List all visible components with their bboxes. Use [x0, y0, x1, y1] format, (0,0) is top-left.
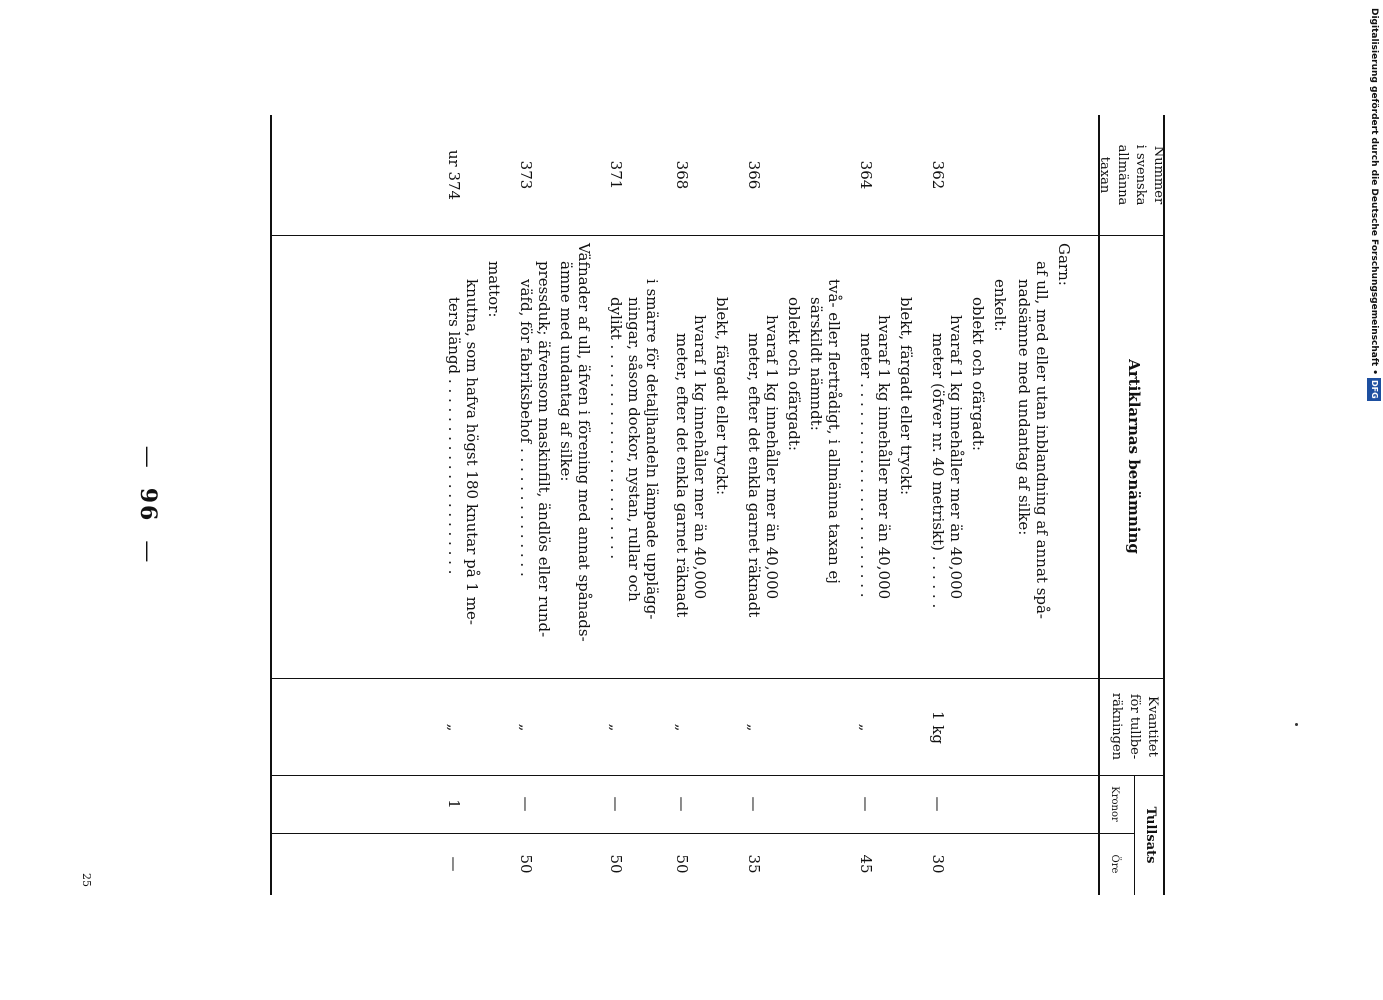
row-ore: — — [445, 856, 463, 872]
digitization-credit-text — [1367, 8, 1381, 398]
description-line: meter . . . . . . . . . . . . . . . . . . . . . . . — [857, 333, 875, 598]
row-description — [897, 243, 915, 668]
header-number-line: i svenska — [1133, 144, 1148, 206]
credit-text: Digitalisierung gefördert durch die Deutsche Forschungsgemeinschaft • — [1369, 8, 1379, 375]
tariff-page — [80, 115, 1166, 895]
row-tariff-number: ur 374 — [445, 149, 463, 201]
header-ore: Öre — [1109, 854, 1120, 874]
header-quantity-line: räkningen — [1109, 692, 1124, 761]
header-quantity-line: Kvantitet — [1145, 696, 1160, 757]
row-kronor: — — [929, 796, 947, 812]
row-ore: 45 — [857, 854, 875, 874]
description-line: ningar, såsom dockor, nystan, rullar och — [625, 297, 643, 602]
col-divider-4 — [270, 833, 1135, 834]
header-number-line: allmänna — [1115, 144, 1130, 206]
row-tariff-number: 364 — [857, 160, 875, 190]
description-line: hvaraf 1 kg innehåller mer än 40,000 — [763, 315, 781, 600]
row-quantity: „ — [673, 723, 691, 732]
row-kronor: — — [745, 796, 763, 812]
description-line: meter, efter det enkla garnet räknadt — [745, 333, 763, 618]
row-description — [745, 243, 781, 668]
row-description — [1055, 243, 1073, 668]
description-line: ters längd . . . . . . . . . . . . . . . . . . . . . — [445, 297, 463, 575]
description-line: Garn: — [1055, 243, 1073, 286]
row-description — [969, 243, 987, 668]
description-line: i smärre för detaljhandeln lämpade upplägg- — [643, 279, 661, 620]
row-description — [673, 243, 709, 668]
description-line: oblekt och ofärgadt: — [969, 297, 987, 451]
row-ore: 50 — [517, 854, 535, 874]
header-number — [1095, 115, 1167, 235]
description-line: meter, efter det enkla garnet räknadt — [673, 333, 691, 618]
description-line: knutna, som hafva högst 180 knutar på 1 me- — [463, 279, 481, 625]
description-line: två- eller flertrådigt, i allmänna taxan ej — [825, 279, 843, 584]
row-description — [785, 243, 803, 668]
row-description — [713, 243, 731, 668]
row-quantity: „ — [745, 723, 763, 732]
description-line: oblekt och ofärgadt: — [785, 297, 803, 451]
row-tariff-number: 371 — [607, 160, 625, 190]
row-quantity: „ — [607, 723, 625, 732]
sheet-mark: 25 — [80, 873, 93, 887]
row-ore: 50 — [607, 854, 625, 874]
row-description — [807, 243, 843, 668]
row-description — [607, 243, 661, 668]
row-tariff-number: 366 — [745, 160, 763, 190]
col-divider-3 — [270, 775, 1165, 776]
scan-speck — [1295, 723, 1298, 726]
description-line: väfd, för fabriksbehof . . . . . . . . . . . . . . — [517, 279, 535, 577]
row-quantity: „ — [857, 723, 875, 732]
duty-subheader-rule — [1134, 775, 1135, 895]
digitization-credit — [1367, 8, 1381, 398]
header-quantity — [1107, 678, 1161, 775]
row-description — [1015, 243, 1051, 668]
row-description — [445, 243, 481, 668]
row-kronor: — — [607, 796, 625, 812]
page-number-dash: — — [135, 445, 160, 470]
row-quantity: 1 kg — [929, 710, 947, 744]
description-line: mattor: — [485, 261, 503, 318]
header-quantity-line: för tullbe- — [1127, 693, 1142, 760]
header-kronor: Kronor — [1109, 786, 1120, 822]
description-line: dylikt . . . . . . . . . . . . . . . . . . . . . . . — [607, 297, 625, 560]
col-divider-2 — [270, 678, 1165, 679]
row-quantity: „ — [445, 723, 463, 732]
description-line: af ull, med eller utan inblandning af annat spå- — [1033, 261, 1051, 620]
row-tariff-number: 373 — [517, 160, 535, 190]
row-kronor: 1 — [445, 799, 463, 809]
page-number-dash: — — [135, 540, 160, 565]
description-line: ämne med undantag af silke: — [557, 261, 575, 482]
header-number-line: taxan — [1097, 156, 1112, 194]
description-line: enkelt: — [991, 279, 1009, 332]
row-description — [857, 243, 893, 668]
row-description — [485, 243, 503, 668]
page-number — [135, 115, 161, 895]
dfg-badge: DFG — [1367, 378, 1381, 401]
row-quantity: „ — [517, 723, 535, 732]
row-kronor: — — [517, 796, 535, 812]
description-line: meter (öfver nr. 40 metriskt) . . . . . . — [929, 333, 947, 609]
description-line: nadsämne med undantag af silke: — [1015, 279, 1033, 536]
row-description — [557, 243, 593, 668]
header-duty: Tullsats — [1143, 806, 1158, 864]
description-line: blekt, färgadt eller tryckt: — [713, 297, 731, 496]
row-description — [517, 243, 553, 668]
row-ore: 30 — [929, 854, 947, 874]
description-line: pressduk; äfvensom maskinfilt, ändlös eller rund- — [535, 261, 553, 638]
row-tariff-number: 362 — [929, 160, 947, 190]
page-number-value: 96 — [135, 487, 161, 523]
description-line: blekt, färgadt eller tryckt: — [897, 297, 915, 496]
row-ore: 35 — [745, 854, 763, 874]
table-bottom-rule — [270, 115, 272, 895]
description-line: Väfnader af ull, äfven i förening med annat spånads- — [575, 243, 593, 642]
row-kronor: — — [673, 796, 691, 812]
header-number-line: Nummer — [1151, 145, 1166, 205]
description-line: hvaraf 1 kg innehåller mer än 40,000 — [691, 315, 709, 600]
row-ore: 50 — [673, 854, 691, 874]
row-tariff-number: 368 — [673, 160, 691, 190]
description-line: hvaraf 1 kg innehåller mer än 40,000 — [947, 315, 965, 600]
description-line: särskildt nämndt: — [807, 297, 825, 431]
row-description — [929, 243, 965, 668]
description-line: hvaraf 1 kg innehåller mer än 40,000 — [875, 315, 893, 600]
row-description — [991, 243, 1009, 668]
col-divider-1 — [270, 235, 1165, 236]
header-description: Artiklarnas benämning — [1125, 359, 1143, 554]
row-kronor: — — [857, 796, 875, 812]
